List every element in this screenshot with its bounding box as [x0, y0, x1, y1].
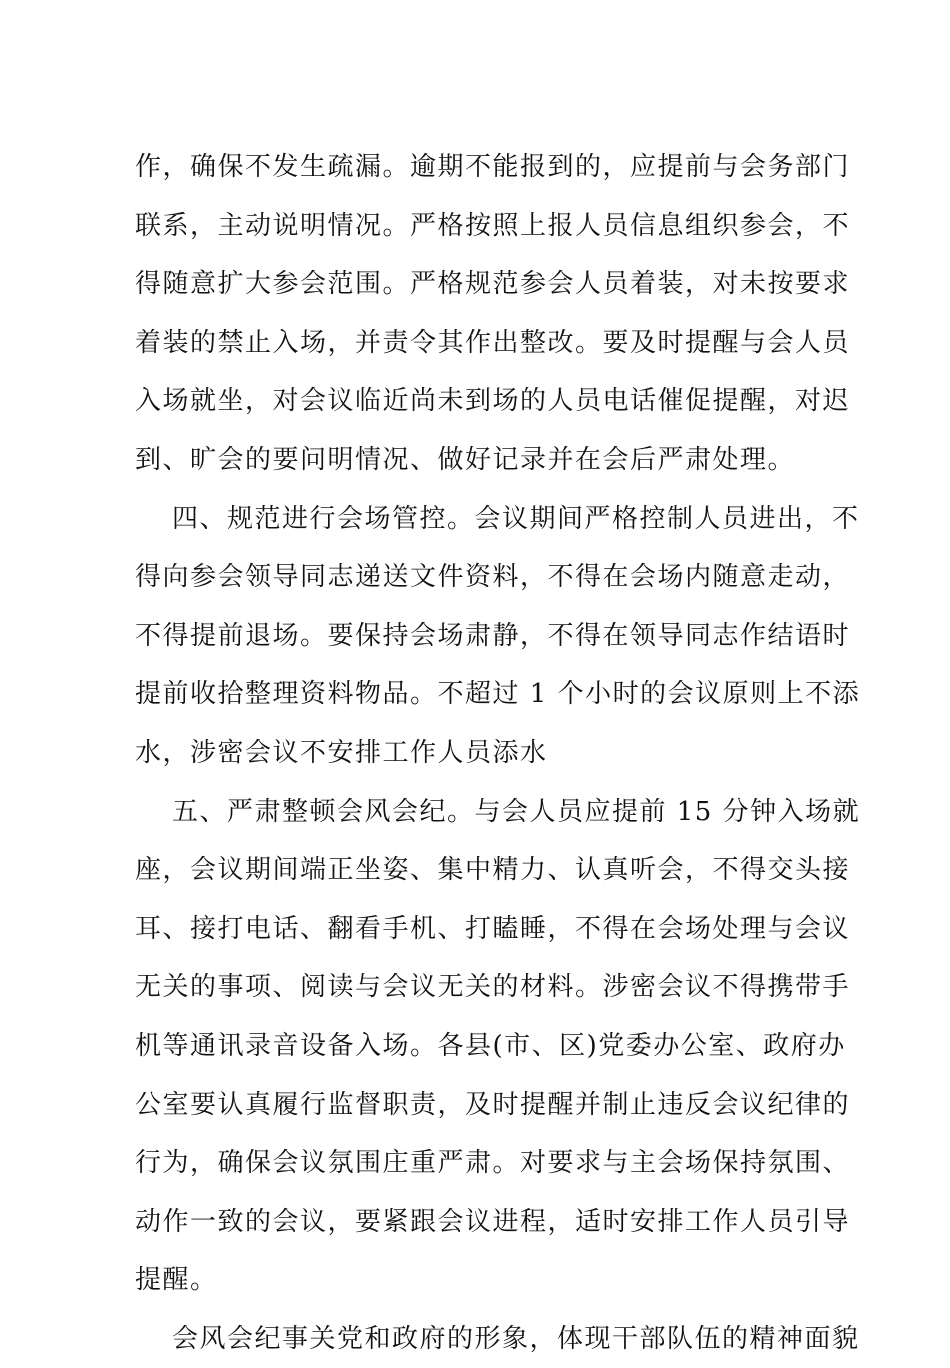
- text-line: 提醒。: [135, 1265, 218, 1296]
- text-line: 提前收拾整理资料物品。不超过 1 个小时的会议原则上不添: [135, 679, 861, 710]
- text-line: 入场就坐，对会议临近尚未到场的人员电话催促提醒，对迟: [135, 386, 851, 417]
- text-line: 座，会议期间端正坐姿、集中精力、认真听会，不得交头接: [135, 855, 851, 886]
- text-line: 着装的禁止入场，并责令其作出整改。要及时提醒与会人员: [135, 327, 851, 358]
- text-line: 动作一致的会议，要紧跟会议进程，适时安排工作人员引导: [135, 1206, 851, 1237]
- body-text: [135, 138, 861, 1368]
- text-line: 行为，确保会议氛围庄重严肃。对要求与主会场保持氛围、: [135, 1148, 851, 1179]
- text-line: 联系，主动说明情况。严格按照上报人员信息组织参会，不: [135, 210, 851, 241]
- text-line: 到、旷会的要问明情况、做好记录并在会后严肃处理。: [135, 444, 796, 475]
- closing-paragraph-line: 会风会纪事关党和政府的形象，体现干部队伍的精神面貌: [172, 1323, 860, 1354]
- text-line: 得随意扩大参会范围。严格规范参会人员着装，对未按要求: [135, 269, 851, 300]
- text-line: 无关的事项、阅读与会议无关的材料。涉密会议不得携带手: [135, 972, 851, 1003]
- section-four-heading-line: 四、规范进行会场管控。会议期间严格控制人员进出，不: [172, 503, 860, 534]
- text-line: 公室要认真履行监督职责，及时提醒并制止违反会议纪律的: [135, 1089, 851, 1120]
- text-line: 得向参会领导同志递送文件资料，不得在会场内随意走动，: [135, 562, 851, 593]
- text-line: 水，涉密会议不安排工作人员添水: [135, 737, 548, 768]
- text-line: 机等通讯录音设备入场。各县(市、区)党委办公室、政府办: [135, 1030, 846, 1061]
- text-line: 作，确保不发生疏漏。逾期不能报到的，应提前与会务部门: [135, 152, 851, 182]
- text-line: 不得提前退场。要保持会场肃静，不得在领导同志作结语时: [135, 620, 851, 651]
- section-five-heading-line: 五、严肃整顿会风会纪。与会人员应提前 15 分钟入场就: [172, 796, 861, 827]
- text-line: 耳、接打电话、翻看手机、打瞌睡，不得在会场处理与会议: [135, 913, 851, 944]
